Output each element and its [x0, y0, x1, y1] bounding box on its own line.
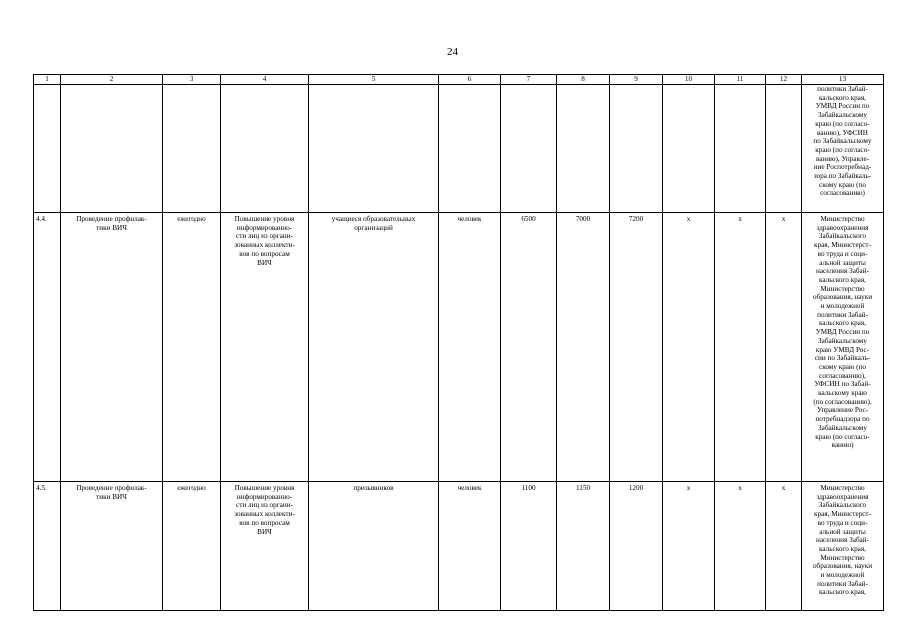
period-cell: ежегодно: [163, 482, 221, 611]
target-cell: учащиеся образовательных организаций: [309, 213, 439, 482]
table-cell: [309, 85, 439, 213]
column-header: 10: [663, 75, 715, 85]
value-cell: x: [663, 482, 715, 611]
event-cell: Проведение профилак- тики ВИЧ: [61, 482, 163, 611]
unit-cell: человек: [439, 482, 501, 611]
value-cell: 1150: [557, 482, 610, 611]
goal-cell: Повышение уровня информированно- сти лиц из органи- зованных коллекти- вов по вопросам ВИЧ: [221, 482, 309, 611]
table-cell: [163, 85, 221, 213]
value-cell: 1100: [501, 482, 557, 611]
goal-cell: Повышение уровня информированно- сти лиц из органи- зованных коллекти- вов по вопросам ВИЧ: [221, 213, 309, 482]
value-cell: 7000: [557, 213, 610, 482]
value-cell: 1200: [610, 482, 663, 611]
continuation-row: [34, 85, 884, 213]
table-cell: [557, 85, 610, 213]
column-header: 9: [610, 75, 663, 85]
column-header: 1: [34, 75, 61, 85]
table-cell: [610, 85, 663, 213]
column-header: 8: [557, 75, 610, 85]
value-cell: 7200: [610, 213, 663, 482]
responsible-cell: Министерство здравоохранения Забайкальского края, Министерст- во труда и соци- альной защиты населения Забай- кальского края, Министерство образования, науки и молодежной политики Забай- кальского края,: [802, 482, 884, 611]
responsible-cell: Министерство здравоохранения Забайкальского края, Министерст- во труда и соци- альной защиты населения Забай- кальского края, Министерство образования, науки и молодежной политики Забай- кальского края, УМВД России по Забайкальскому краю УМВД Рос- сии по Забайкаль- скому краю (по согласованию), УФСИН по Забай- кальскому краю (по согласованию), Управление Рос- потребнадзора по Забайкальскому краю (по согласо- ванию): [802, 213, 884, 482]
period-cell: ежегодно: [163, 213, 221, 482]
table-cell: [501, 85, 557, 213]
column-header: 13: [802, 75, 884, 85]
table-row: [34, 482, 884, 611]
page-number: 24: [447, 46, 458, 58]
column-header: 6: [439, 75, 501, 85]
table-row: [34, 213, 884, 482]
table-cell: [766, 85, 802, 213]
value-cell: x: [663, 213, 715, 482]
responsible-cell: политики Забай- кальского края, УМВД России по Забайкальскому краю (по согласо- ванию), УФСИН по Забайкальскому краю (по согласо- ванию), Управле- ние Роспотребнад- зора по Забайкаль- скому краю (по согласованию): [802, 85, 884, 213]
value-cell: x: [766, 213, 802, 482]
table-cell: [439, 85, 501, 213]
table-cell: [715, 85, 766, 213]
value-cell: x: [766, 482, 802, 611]
value-cell: x: [715, 213, 766, 482]
table-cell: [34, 85, 61, 213]
column-header: 5: [309, 75, 439, 85]
column-header: 4: [221, 75, 309, 85]
target-cell: призывников: [309, 482, 439, 611]
column-header: 7: [501, 75, 557, 85]
row-number: 4.4.: [34, 213, 61, 482]
value-cell: x: [715, 482, 766, 611]
event-cell: Проведение профилак- тики ВИЧ: [61, 213, 163, 482]
unit-cell: человек: [439, 213, 501, 482]
program-table: [33, 74, 884, 611]
table-cell: [221, 85, 309, 213]
column-header: 11: [715, 75, 766, 85]
column-header: 2: [61, 75, 163, 85]
table-cell: [663, 85, 715, 213]
column-header: 12: [766, 75, 802, 85]
table-cell: [61, 85, 163, 213]
value-cell: 6500: [501, 213, 557, 482]
column-header: 3: [163, 75, 221, 85]
header-row: [34, 75, 884, 85]
row-number: 4.5.: [34, 482, 61, 611]
